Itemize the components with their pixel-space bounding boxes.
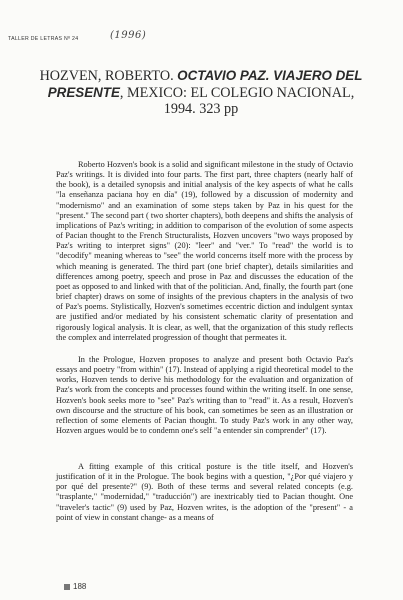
title-line-3: 1994. 323 pp bbox=[163, 101, 239, 117]
title-line-1 bbox=[36, 68, 366, 85]
body-paragraph-3: A fitting example of this critical posture is the title itself, and Hozven's justification of it in the Prologue. The book begins with a question, "¿Por qué viajero y por qué del presente?" (9). Both of these terms and several related concepts (e.g. "trasplante," "modernidad," "traducción") are inextricably tied to Pacian thought. One "traveler's tactic" (9) used by Paz, Hozven writes, is the adoption of the "present" - a point of view in constant change- as a means of bbox=[56, 462, 353, 522]
handwritten-year-note: (1996) bbox=[110, 30, 147, 41]
body-paragraph-1: Roberto Hozven's book is a solid and significant milestone in the study of Octavio Paz's writings. It is divided into four parts. The first part, three chapters (nearly half of the book), is a detailed synopsis and initial analysis of the key aspects of what he calls "la enseñanza paciana hoy en día" (19), followed by a discussion of modernity and "modernismo" and an examination of some steps taken by Paz in his quest for the "present." The second part ( two shorter chapters), both deepens and shifts the analysis of implications of Paz's writing; in addition to comparison of the evolution of some aspects of Pacian thought to the French Structuralists, Hozven uncovers "two ways proposed by Paz's writing to interpret signs" (20): "leer" and "ver." To "read" the world is to "decodify" meaning whereas to "see" the world concerns itself more with the process by which meaning is generated. The third part (one brief chapter), details similarities and differences among poetry, speech and prose in Paz and discusses the education of the poet as opposed to and linked with that of the politician. And, finally, the fourth part (one brief chapter) draws on some of insights of the previous chapters in the analysis of two of Paz's poems. Stylistically, Hozven's sometimes eccentric diction and indulgent syntax are justified and/or mediated by his consistent schematic clarity of presentation and rigorously logical analysis. It is clear, as well, that the organization of this study reflects the complex and interrelated progression of thought that permeates it. bbox=[56, 160, 353, 342]
title-book-italic-1: OCTAVIO PAZ. VIAJERO DEL bbox=[177, 68, 363, 83]
title-author: HOZVEN, ROBERTO. bbox=[39, 68, 174, 84]
journal-header: TALLER DE LETRAS Nº 24 bbox=[8, 36, 79, 42]
title-publisher: , MEXICO: EL COLEGIO NACIONAL, bbox=[119, 84, 355, 101]
title-line-2 bbox=[36, 85, 366, 102]
page-number: 188 bbox=[64, 582, 86, 591]
review-title bbox=[36, 68, 366, 118]
title-book-italic-2: PRESENTE bbox=[47, 84, 120, 100]
body-paragraph-2: In the Prologue, Hozven proposes to analyze and present both Octavio Paz's essays and poetry "from within" (17). Instead of applying a rigid theoretical model to the works, Hozven tends to derive his methodology for the evaluation and organization of Paz's work from the concepts and processes found within the writing itself. In one sense, Hozven's book seeks more to "see" Paz's writing than to "read" it. As a result, Hozven's own discourse and the structure of his book, can sometimes be seen as an illustration or reflection of some elements of Pacian thought. To study Paz's work in any other way, Hozven argues would be to condemn one's self "a entender sin comprender" (17). bbox=[56, 355, 353, 436]
